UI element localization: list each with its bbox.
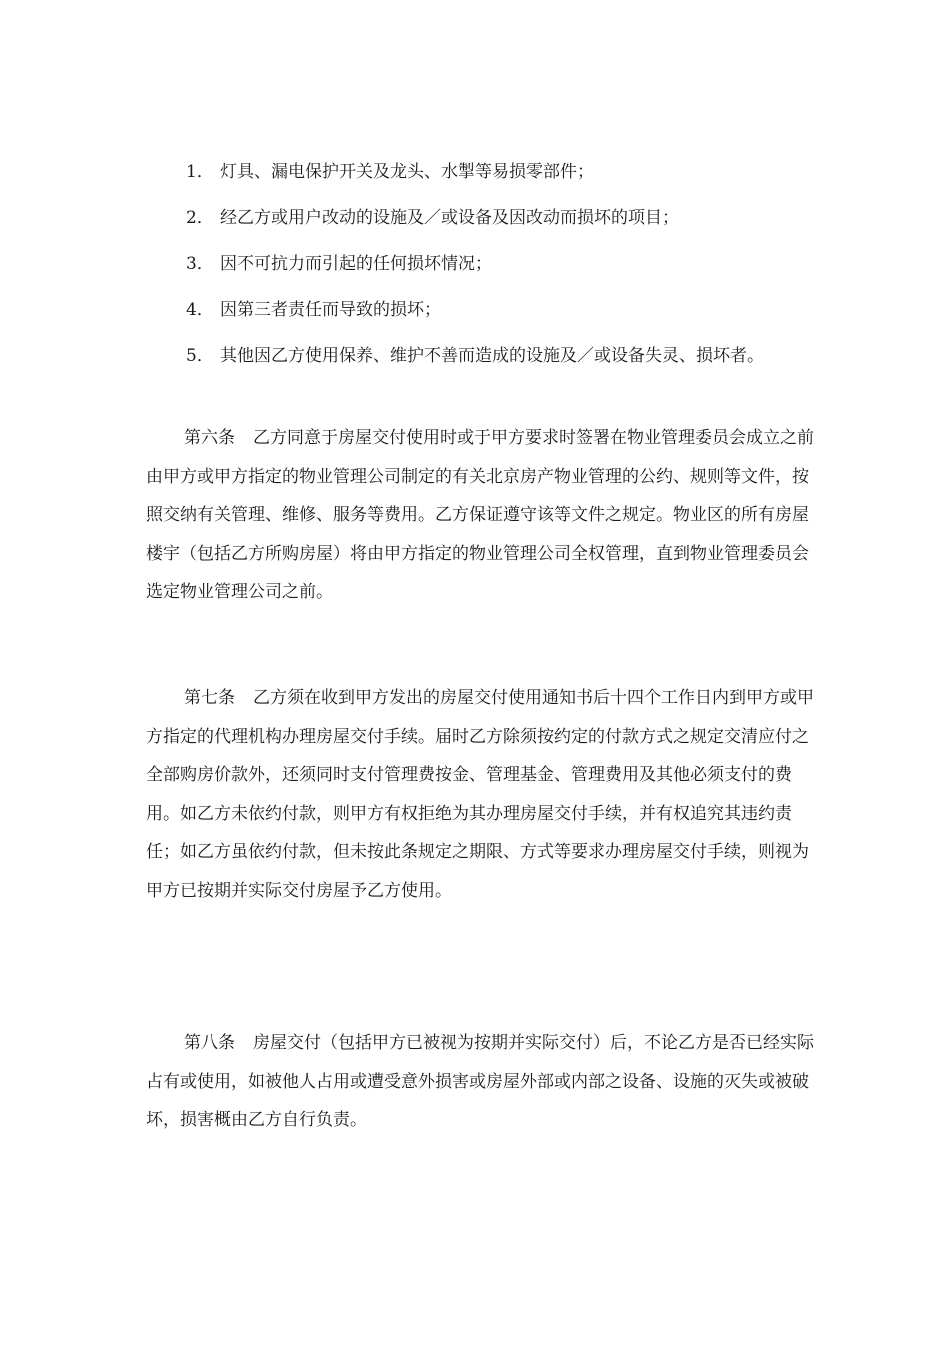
article-heading: 第七条 (184, 688, 235, 708)
list-item-text: 因不可抗力而引起的任何损坏情况； (220, 254, 492, 274)
article-6 (146, 419, 814, 612)
list-item (186, 248, 886, 294)
article-heading: 第六条 (184, 428, 235, 448)
article-paragraph (146, 679, 814, 910)
list-item (186, 156, 886, 202)
article-paragraph (146, 419, 814, 612)
article-body: 房屋交付（包括甲方已被视为按期并实际交付）后，不论乙方是否已经实际占有或使用，如被他人占用或遭受意外损害或房屋外部或内部之设备、设施的灭失或被破坏，损害概由乙方自行负责。 (146, 1033, 814, 1130)
list-item-number: 2． (186, 208, 214, 228)
list-item (186, 294, 886, 340)
list-item-number: 1． (186, 162, 214, 182)
article-body: 乙方须在收到甲方发出的房屋交付使用通知书后十四个工作日内到甲方或甲方指定的代理机构办理房屋交付手续。届时乙方除须按约定的付款方式之规定交清应付之全部购房价款外，还须同时支付管理费按金、管理基金、管理费用及其他必须支付的费用。如乙方未依约付款，则甲方有权拒绝为其办理房屋交付手续，并有权追究其违约责任；如乙方虽依约付款，但未按此条规定之期限、方式等要求办理房屋交付手续，则视为甲方已按期并实际交付房屋予乙方使用。 (146, 688, 814, 901)
list-item-text: 其他因乙方使用保养、维护不善而造成的设施及／或设备失灵、损坏者。 (220, 346, 764, 366)
list-item-text: 灯具、漏电保护开关及龙头、水掣等易损零部件； (220, 162, 594, 182)
list-item-text: 因第三者责任而导致的损坏； (220, 300, 441, 320)
list-item-number: 5． (186, 346, 214, 366)
list-item (186, 202, 886, 248)
list-item-number: 3． (186, 254, 214, 274)
list-item-number: 4． (186, 300, 214, 320)
article-paragraph (146, 1024, 814, 1140)
article-7 (146, 679, 814, 910)
list-item (186, 340, 886, 386)
list-item-text: 经乙方或用户改动的设施及／或设备及因改动而损坏的项目； (220, 208, 679, 228)
article-8 (146, 1024, 814, 1140)
article-body: 乙方同意于房屋交付使用时或于甲方要求时签署在物业管理委员会成立之前由甲方或甲方指定的物业管理公司制定的有关北京房产物业管理的公约、规则等文件，按照交纳有关管理、维修、服务等费用。乙方保证遵守该等文件之规定。物业区的所有房屋楼宇（包括乙方所购房屋）将由甲方指定的物业管理公司全权管理，直到物业管理委员会选定物业管理公司之前。 (146, 428, 814, 602)
exclusion-list (186, 156, 886, 386)
article-heading: 第八条 (184, 1033, 235, 1053)
